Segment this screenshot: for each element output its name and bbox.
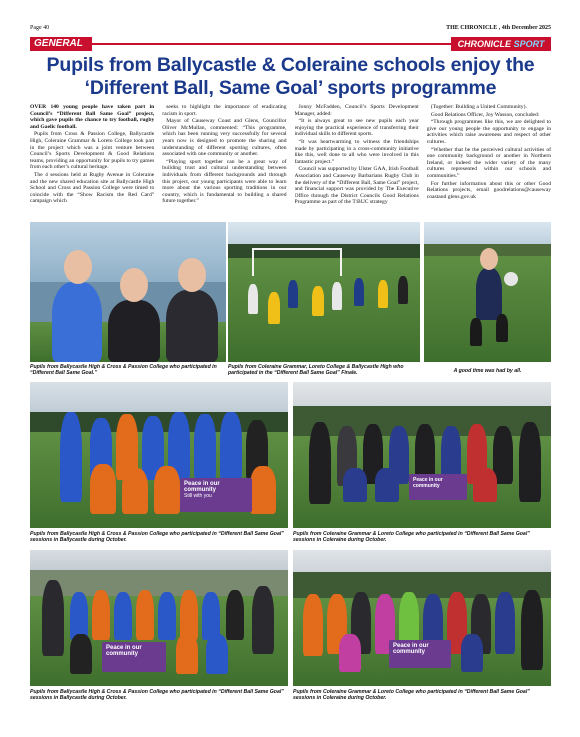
caption: Pupils from Coleraine Grammar & Loreto College who participated in “Different Ball Same Goal” sessions in Coleraine during October. [293, 531, 530, 544]
paragraph: “It was heartwarming to witness the friendships made by participating in a cross-community initiative like this, well done to all who were involved in this fantastic project.” [294, 138, 419, 165]
caption: Pupils from Ballycastle High & Cross & Passion College who participated in “Different Ball Same Goal” sessions in Ballycastle during October. [30, 531, 284, 544]
section-bar [30, 37, 551, 51]
paragraph: (Together: Building a United Community). [430, 104, 527, 110]
paragraph: For further information about this or other Good Relations projects, email goodrelations@causeway coastand glens.gov.uk [426, 180, 551, 200]
section-label: GENERAL [30, 37, 92, 51]
article-column-4 [427, 104, 551, 220]
article-body [30, 104, 551, 220]
photo-coleraine-group-2 [293, 550, 551, 686]
paragraph: “Whether that be the perceived cultural activities of one community background or another in Northern Ireland, or indeed the wider variety of the many cultures represented within our schools and communities.” [426, 146, 551, 179]
paragraph: “Through programmes like this, we are delighted to give our young people the opportunity to engage in activities which raise awareness and respect of other cultures. [426, 119, 551, 145]
paragraph: Pupils from Cross & Passion College, Ballycastle High, Coleraine Grammar & Loreto College took part in the project which was a joint venture between Council’s Sports Development & Good Relations teams, providing an opportunity for pupils to try games from each other’s cultural heritage. [30, 131, 155, 171]
peace-banner: Peace in our community Still with you [180, 478, 252, 512]
paragraph: “Playing sport together can be a great way of building trust and cultural understanding between individuals from different backgrounds and through this project, our young participants were able to learn more about the various sporting traditions in our country, which is fundamental to building a shared future together.” [162, 158, 287, 205]
brand-logo: CHRONICLE SPORT [451, 37, 551, 51]
photo-finale-match [228, 222, 420, 362]
article-column-3 [295, 104, 419, 220]
paragraph: Good Relations Officer, Joy Wasson, concluded: [430, 111, 540, 118]
issue-date: THE CHRONICLE , 4th December 2025 [446, 25, 551, 31]
paragraph: seeks to highlight the importance of eradicating racism in sport. [162, 104, 287, 117]
paragraph: Jonny McFadden, Council’s Sports Development Manager, added: [294, 104, 419, 117]
peace-banner: Peace in our community [102, 642, 166, 672]
peace-banner: Peace in our community [389, 640, 451, 668]
headline: Pupils from Ballycastle & Coleraine schools enjoy the ‘Different Ball, Same Goal’ sports programme [46, 54, 535, 99]
paragraph: The 4 sessions held at Rugby Avenue in Coleraine and the new shared education site at Ballycastle High School and Cross and Passion College were timed to coincide with the “Show Racism the Red Card” campaign which [30, 171, 155, 205]
peace-banner: Peace in our community [409, 474, 467, 500]
paragraph: “It is always great to see new pupils each year enjoying the practical experience of transferring their individual skills to different sports. [294, 118, 419, 138]
paragraph: Mayor of Causeway Coast and Glens, Councillor Oliver McMullan, commented: “This programme, which has been running very successfully for several years now is designed to promote the sharing and understanding of different sporting cultures, often associated with one community or another. [162, 118, 287, 158]
article-column-1 [30, 104, 154, 220]
caption: Pupils from Coleraine Grammar & Loreto College who participated in “Different Ball Same Goal” sessions in Coleraine during October. [293, 689, 530, 702]
photo-three-pupils [30, 222, 226, 362]
caption: Pupils from Ballycastle High & Cross & Passion College who participated in “Different Ball Same Goal.” [30, 364, 217, 377]
caption: Pupils from Ballycastle High & Cross & Passion College who participated in “Different Ball Same Goal” sessions in Ballycastle during October. [30, 689, 284, 702]
page-header [30, 25, 551, 35]
page-number: Page 40 [30, 25, 50, 31]
article-lead: OVER 140 young people have taken part in Council’s “Different Ball Same Goal” project, which gave pupils the chance to try football, rugby and Gaelic football. [30, 104, 155, 130]
section-rule [92, 43, 482, 45]
photo-ballycastle-group-1 [30, 382, 288, 528]
paragraph: Council was supported by Ulster GAA, Irish Football Association and Causeway Barbarians Rugby Club in the delivery of the “Different Ball, Same Goal” project, and financial support was provided by The Executive Office through the District Councils Good Relations Programme as part of the T:BUC strategy [294, 166, 419, 206]
caption: A good time was had by all. [453, 368, 522, 374]
photo-girl-with-ball [424, 222, 551, 362]
photo-coleraine-group-1 [293, 382, 551, 528]
article-column-2 [162, 104, 286, 220]
caption: Pupils from Coleraine Grammar, Loreto College & Ballycastle High who participated in the “Different Ball Same Goal” Finale. [228, 364, 404, 377]
photo-ballycastle-group-2 [30, 550, 288, 686]
